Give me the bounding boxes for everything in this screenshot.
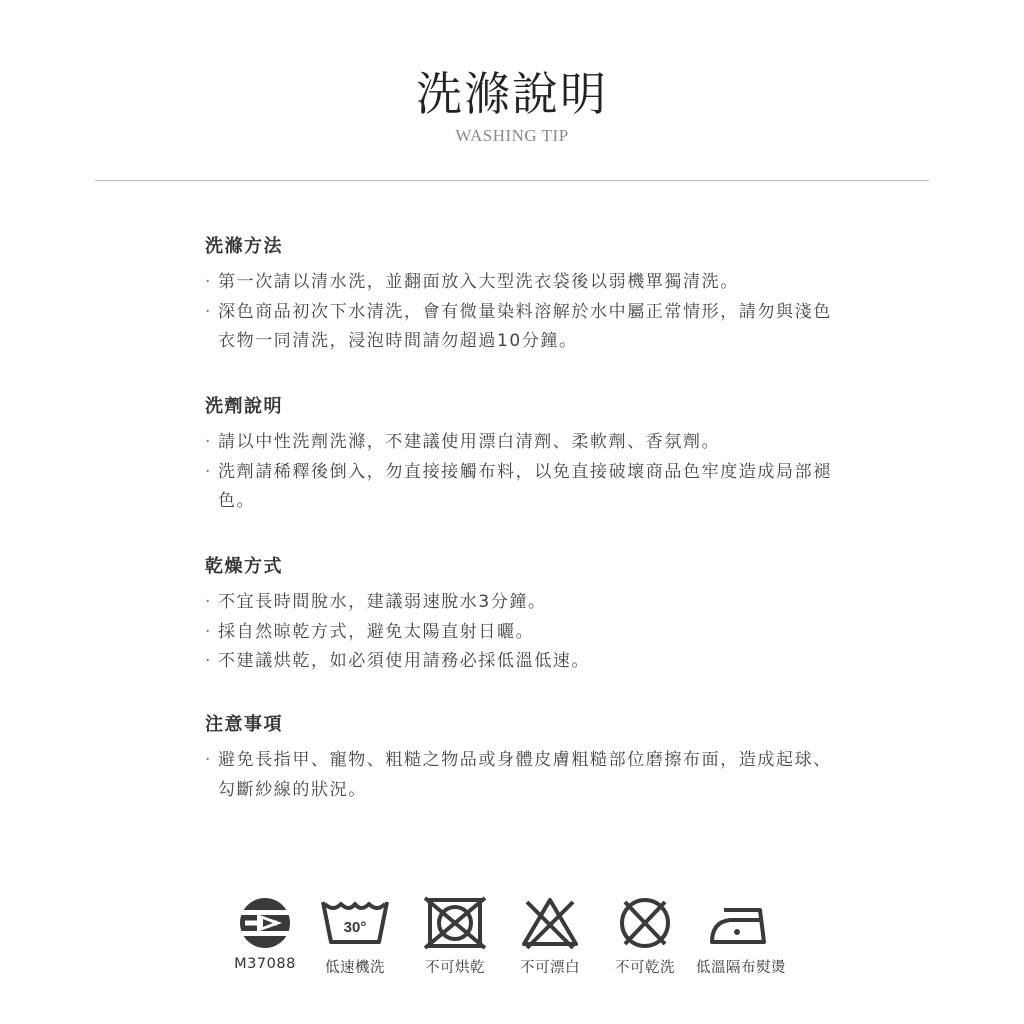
- bullet: ·: [205, 621, 213, 642]
- care-icon-label: 不可烘乾: [425, 960, 485, 976]
- item-text: 第一次請以清水洗，並翻面放入大型洗衣袋後以弱機單獨清洗。: [218, 272, 739, 292]
- item-text: 深色商品初次下水清洗，會有微量染料溶解於水中屬正常情形，請勿與淺色衣物一同清洗，浸泡時間請勿超過10分鐘。: [218, 301, 832, 351]
- section-notes: [205, 710, 845, 805]
- wash-30-icon: [319, 896, 391, 950]
- care-icon-label: 不可漂白: [520, 960, 580, 976]
- page-subtitle: WASHING TIP: [455, 126, 569, 145]
- bullet: ·: [205, 651, 213, 671]
- no-tumble-dry-icon: [422, 896, 488, 950]
- item-text: 請以中性洗劑洗滌，不建議使用漂白清劑、柔軟劑、香氛劑。: [218, 432, 721, 452]
- care-icon-wash: [316, 896, 394, 977]
- list-item: [205, 298, 845, 357]
- bullet: ·: [205, 301, 213, 322]
- care-icon-bsmi: [226, 896, 304, 972]
- care-icon-label: 低速機洗: [325, 960, 385, 976]
- list-item: [205, 458, 845, 517]
- bullet: ·: [205, 592, 213, 612]
- bullet: ·: [205, 432, 213, 452]
- iron-low-icon: [706, 896, 776, 950]
- bsmi-mark-icon: [235, 896, 295, 950]
- care-icon-label: 低溫隔布熨燙: [696, 960, 786, 976]
- section-heading: 乾燥方式: [205, 556, 283, 577]
- list-item: [205, 746, 845, 805]
- list-item: [205, 268, 845, 298]
- page-title: 洗滌說明: [416, 67, 608, 121]
- section-heading: 注意事項: [205, 714, 283, 735]
- no-bleach-icon: [519, 896, 581, 950]
- item-text: 不建議烘乾，如必須使用請務必採低溫低速。: [218, 651, 590, 671]
- care-icon-no-dry-clean: [606, 896, 684, 977]
- care-icon-label: 不可乾洗: [615, 960, 675, 976]
- item-text: 不宜長時間脫水，建議弱速脫水3分鐘。: [218, 592, 547, 612]
- list-item: [205, 647, 845, 677]
- section-heading: 洗劑說明: [205, 396, 283, 417]
- list-item: [205, 588, 845, 618]
- wash-temp: 30°: [343, 919, 367, 936]
- section-detergent: [205, 392, 845, 517]
- list-item: [205, 428, 845, 458]
- no-dry-clean-icon: [615, 896, 675, 950]
- bullet: ·: [205, 750, 213, 770]
- section-washing-method: [205, 232, 845, 357]
- care-icon-label: M37088: [234, 956, 296, 972]
- care-icon-no-tumble: [416, 896, 494, 977]
- item-text: 避免長指甲、寵物、粗糙之物品或身體皮膚粗糙部位磨擦布面，造成起球、勾斷紗線的狀況。: [218, 750, 832, 800]
- care-icons: [226, 896, 806, 986]
- divider: [95, 180, 929, 181]
- section-heading: 洗滌方法: [205, 236, 283, 257]
- section-drying: [205, 552, 845, 677]
- care-icon-iron: [686, 896, 796, 977]
- item-text: 洗劑請稀釋後倒入，勿直接接觸布料，以免直接破壞商品色牢度造成局部褪色。: [218, 461, 832, 511]
- bullet: ·: [205, 461, 213, 482]
- list-item: [205, 618, 845, 648]
- care-icon-no-bleach: [511, 896, 589, 977]
- bullet: ·: [205, 272, 213, 292]
- item-text: 採自然晾乾方式，避免太陽直射日曬。: [218, 621, 535, 642]
